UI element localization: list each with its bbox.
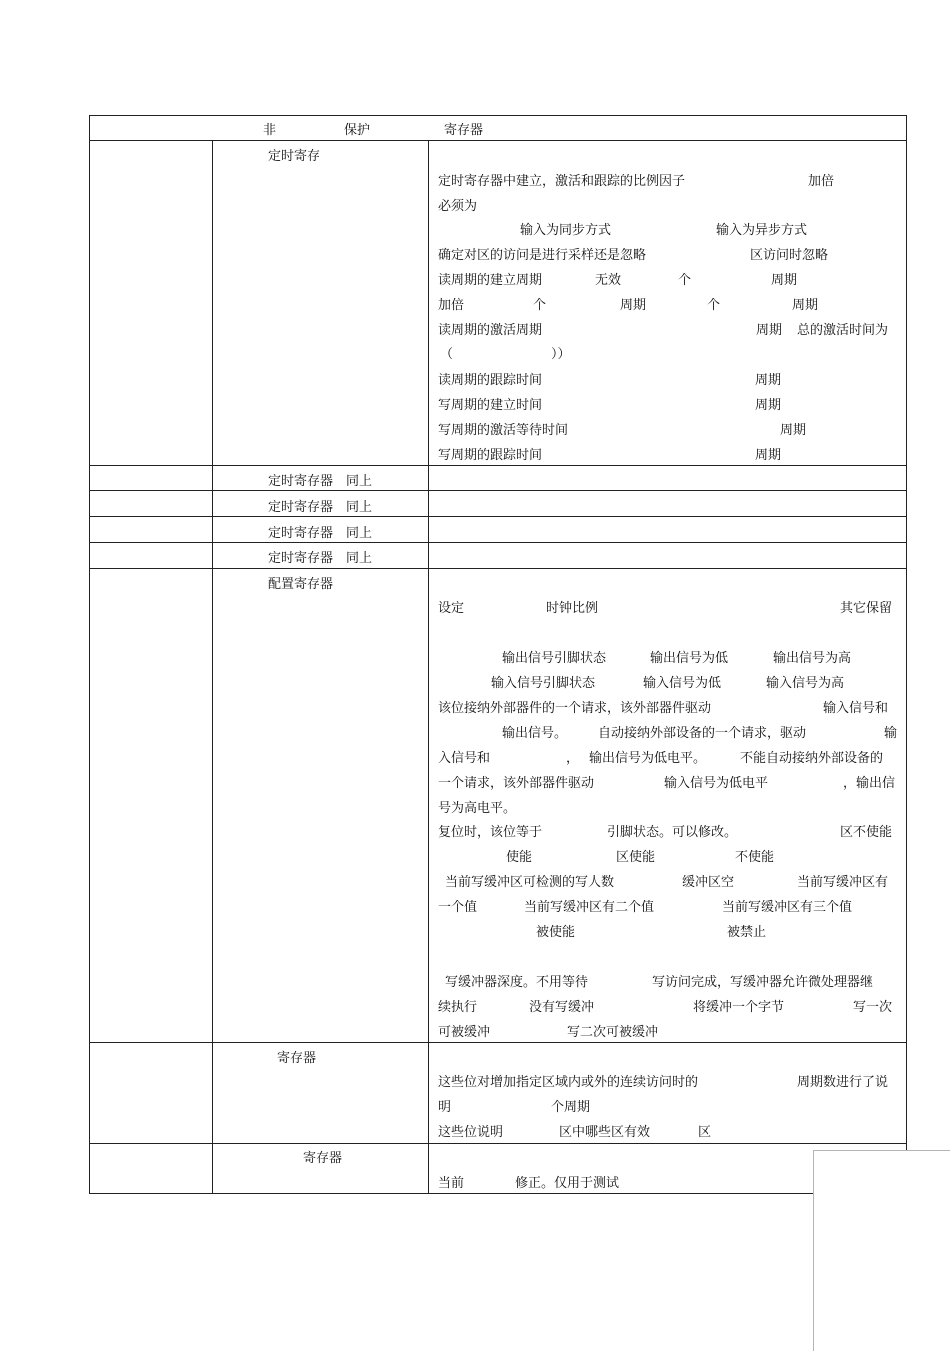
description-text: 输入信号为低 (643, 676, 722, 691)
description-text: 当前写缓冲区有三个值 (722, 900, 853, 915)
description-text: 周期 (755, 448, 782, 463)
table-rule (89, 115, 907, 116)
table-rule (89, 1193, 814, 1194)
description-text: 当前 (438, 1176, 465, 1191)
register-name: 定时寄存器 (268, 474, 334, 489)
register-name: 寄存器 (277, 1051, 317, 1066)
description-text: 将缓冲一个字节 (693, 1000, 785, 1015)
description-text: ， (566, 751, 580, 766)
description-text: 这些位对增加指定区域内或外的连续访问时的 (438, 1075, 699, 1090)
register-name: 定时寄存 (268, 149, 321, 164)
description-text: 入信号和 (438, 751, 491, 766)
description-text: 输出信号为低 (650, 651, 729, 666)
description-text: 周期 (755, 373, 782, 388)
description-text: 续执行 (438, 1000, 478, 1015)
description-text: 不使能 (735, 850, 775, 865)
same-note: 同上 (346, 474, 373, 489)
description-text: 周期 (755, 398, 782, 413)
description-text: 复位时，该位等于 (438, 825, 543, 840)
description-text: 缓冲区空 (682, 875, 735, 890)
description-text: （ (440, 347, 454, 362)
description-text: 加倍 (808, 174, 835, 189)
description-text: 输入信号引脚状态 (491, 676, 596, 691)
description-text: 被禁止 (727, 925, 767, 940)
description-text: ）） (551, 347, 571, 362)
description-text: 输入信号和 (823, 701, 889, 716)
description-text: 加倍 (438, 298, 465, 313)
description-text: 写缓冲器深度。不用等待 (445, 975, 589, 990)
description-text: 修正。仅用于测试 (515, 1176, 620, 1191)
description-text: 个 (707, 298, 721, 313)
description-text: 区 (698, 1125, 712, 1140)
description-text: 写周期的激活等待时间 (438, 423, 569, 438)
description-text: 必须为 (438, 199, 478, 214)
register-name: 定时寄存器 (268, 526, 334, 541)
header-col-3: 寄存器 (444, 123, 484, 138)
header-col-2: 保护 (344, 123, 371, 138)
description-text: 使能 (506, 850, 533, 865)
table-rule (906, 115, 907, 1151)
description-text: 一个请求，该外部器件驱动 (438, 776, 595, 791)
description-text: 输入信号为低电平 (664, 776, 769, 791)
description-text: 个周期 (551, 1100, 591, 1115)
corner-overlay-box (813, 1150, 950, 1351)
description-text: 当前写缓冲区有 (797, 875, 889, 890)
description-text: 明 (438, 1100, 452, 1115)
description-text: 定时寄存器中建立，激活和跟踪的比例因子 (438, 174, 686, 189)
description-text: 周期 (756, 323, 783, 338)
description-text: 周期 (780, 423, 807, 438)
same-note: 同上 (346, 500, 373, 515)
description-text: 输出信号引脚状态 (502, 651, 607, 666)
description-text: 读周期的跟踪时间 (438, 373, 543, 388)
register-name: 寄存器 (303, 1151, 343, 1166)
description-text: 被使能 (536, 925, 576, 940)
description-text: 不能自动接纳外部设备的 (740, 751, 884, 766)
description-text: 写一次 (853, 1000, 893, 1015)
description-text: 写周期的跟踪时间 (438, 448, 543, 463)
description-text: 周期 (771, 273, 798, 288)
description-text: 一个值 (438, 900, 478, 915)
description-text: 设定 (438, 601, 465, 616)
description-text: 当前写缓冲区可检测的写人数 (445, 875, 615, 890)
register-name: 定时寄存器 (268, 551, 334, 566)
description-text: 总的激活时间为 (797, 323, 889, 338)
description-text: 周期 (792, 298, 819, 313)
description-text: 引脚状态。可以修改。 (607, 825, 738, 840)
description-text: 其它保留 (840, 601, 893, 616)
description-text: 区使能 (616, 850, 656, 865)
description-text: 输入为同步方式 (520, 223, 612, 238)
description-text: 输 (884, 726, 898, 741)
description-text: 写二次可被缓冲 (567, 1025, 659, 1040)
description-text: 读周期的建立周期 (438, 273, 543, 288)
table-rule (212, 140, 213, 1194)
description-text: 当前写缓冲区有二个值 (524, 900, 655, 915)
description-text: 没有写缓冲 (529, 1000, 595, 1015)
header-col-1: 非 (263, 123, 277, 138)
same-note: 同上 (346, 526, 373, 541)
register-name: 定时寄存器 (268, 500, 334, 515)
description-text: 输入为异步方式 (716, 223, 808, 238)
description-text: 可被缓冲 (438, 1025, 491, 1040)
description-text: 周期 (620, 298, 647, 313)
description-text: 无效 (595, 273, 622, 288)
description-text: 个 (533, 298, 547, 313)
description-text: 区不使能 (840, 825, 893, 840)
description-text: 该位接纳外部器件的一个请求，该外部器件驱动 (438, 701, 712, 716)
description-text: ，输出信 (843, 776, 896, 791)
description-text: 这些位说明 (438, 1125, 504, 1140)
description-text: 周期数进行了说 (797, 1075, 889, 1090)
description-text: 自动接纳外部设备的一个请求，驱动 (598, 726, 807, 741)
description-text: 输出信号为高 (773, 651, 852, 666)
description-text: 输入信号为高 (766, 676, 845, 691)
table-rule (428, 140, 429, 1194)
description-text: 时钟比例 (546, 601, 599, 616)
description-text: 个 (678, 273, 692, 288)
description-text: 确定对区的访问是进行采样还是忽略 (438, 248, 647, 263)
description-text: 区访问时忽略 (750, 248, 829, 263)
description-text: 输出信号为低电平。 (589, 751, 707, 766)
description-text: 读周期的激活周期 (438, 323, 543, 338)
description-text: 写访问完成，写缓冲器允许微处理器继 (652, 975, 874, 990)
description-text: 输出信号。 (502, 726, 568, 741)
same-note: 同上 (346, 551, 373, 566)
description-text: 写周期的建立时间 (438, 398, 543, 413)
table-rule (89, 115, 90, 1194)
description-text: 区中哪些区有效 (559, 1125, 651, 1140)
description-text: 号为高电平。 (438, 801, 517, 816)
register-name: 配置寄存器 (268, 577, 334, 592)
